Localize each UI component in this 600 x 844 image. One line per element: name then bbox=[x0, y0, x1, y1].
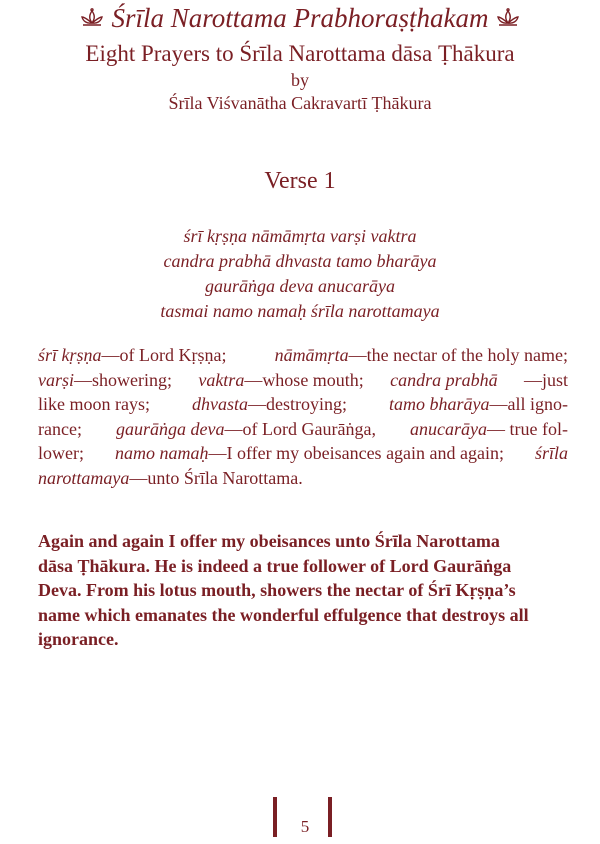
by-line: by bbox=[291, 70, 309, 90]
synonym-entry bbox=[38, 368, 172, 393]
synonym-entry bbox=[390, 368, 498, 393]
page-number: 5 bbox=[300, 817, 310, 836]
translation-line: name which emanates the wonderful effulgence that destroys all bbox=[38, 604, 529, 625]
page-number-bar-right bbox=[328, 797, 332, 837]
translation bbox=[38, 529, 568, 652]
synonym-meaning: —the nectar of the holy name; bbox=[348, 345, 568, 365]
synonym-meaning: rance; bbox=[38, 418, 82, 439]
synonym-meaning: —I offer my obeisances again and again; bbox=[208, 443, 505, 464]
translation-line: ignorance. bbox=[38, 629, 119, 650]
synonym-entry bbox=[275, 343, 568, 368]
synonyms-line bbox=[38, 441, 568, 466]
sanskrit-term: anucarāya bbox=[410, 418, 488, 439]
translation-line: Deva. From his lotus mouth, showers the nectar of Śrī Kṛṣṇa’s bbox=[38, 580, 516, 601]
verse-line: śrī kṛṣṇa nāmāmṛta varṣi vaktra bbox=[183, 226, 417, 246]
synonyms-line bbox=[38, 368, 568, 393]
synonym-meaning: —of Lord Kṛṣṇa; bbox=[101, 345, 227, 365]
synonyms-line bbox=[38, 343, 568, 368]
sanskrit-term: vaktra bbox=[198, 369, 245, 390]
synonyms-line bbox=[38, 417, 568, 442]
synonyms-line bbox=[38, 466, 568, 491]
verse-heading: Verse 1 bbox=[264, 168, 336, 194]
page-subtitle: Eight Prayers to Śrīla Narottama dāsa Ṭhākura bbox=[85, 41, 515, 66]
synonym-meaning: —whose mouth; bbox=[244, 369, 364, 390]
verse-line: gaurāṅga deva anucarāya bbox=[205, 276, 395, 296]
synonym-meaning: —all igno- bbox=[489, 394, 568, 415]
title-text: Śrīla Narottama Prabhoraṣṭhakam bbox=[111, 3, 489, 33]
synonym-meaning: lower; bbox=[38, 443, 84, 464]
sanskrit-term: narottamaya bbox=[38, 467, 130, 488]
author-name: Śrīla Viśvanātha Cakravartī Ṭhākura bbox=[168, 93, 432, 113]
sanskrit-term: nāmāmṛta bbox=[274, 345, 349, 365]
translation-line: dāsa Ṭhākura. He is indeed a true follower of Lord Gaurāṅga bbox=[38, 555, 512, 576]
synonyms-line bbox=[38, 392, 568, 417]
sanskrit-term: candra prabhā bbox=[390, 369, 498, 390]
sanskrit-term: dhvasta bbox=[191, 394, 248, 415]
synonym-entry bbox=[115, 441, 504, 466]
synonym-entry bbox=[198, 368, 363, 393]
synonym-entry bbox=[38, 466, 303, 491]
synonym-meaning: —of Lord Gaurāṅga, bbox=[224, 418, 376, 439]
word-for-word-synonyms bbox=[38, 343, 568, 491]
sanskrit-term: śrī kṛṣṇa bbox=[38, 345, 102, 365]
page-number-bar-left bbox=[273, 797, 277, 837]
synonym-entry bbox=[192, 392, 347, 417]
page-title bbox=[0, 2, 600, 34]
sanskrit-term: namo namaḥ bbox=[114, 443, 209, 464]
synonym-meaning: like moon rays; bbox=[38, 394, 150, 415]
lotus-icon bbox=[495, 8, 521, 28]
synonym-entry bbox=[389, 392, 568, 417]
sanskrit-term: tamo bharāya bbox=[388, 394, 490, 415]
sanskrit-term: varṣi bbox=[38, 369, 74, 390]
synonym-meaning: —just bbox=[523, 369, 568, 390]
verse-text bbox=[0, 224, 600, 324]
synonym-entry bbox=[410, 417, 568, 442]
synonym-entry bbox=[116, 417, 376, 442]
lotus-icon bbox=[79, 8, 105, 28]
synonym-meaning: —destroying; bbox=[247, 394, 347, 415]
synonym-meaning: — true fol- bbox=[487, 418, 568, 439]
synonym-meaning: —unto Śrīla Narottama. bbox=[129, 467, 303, 488]
verse-line: tasmai namo namaḥ śrīla narottamaya bbox=[160, 301, 440, 321]
synonym-meaning: —showering; bbox=[74, 369, 172, 390]
sanskrit-term: śrīla bbox=[534, 443, 568, 464]
synonym-entry bbox=[38, 343, 227, 368]
sanskrit-term: gaurāṅga deva bbox=[116, 418, 225, 439]
verse-line: candra prabhā dhvasta tamo bharāya bbox=[163, 251, 437, 271]
translation-line: Again and again I offer my obeisances unto Śrīla Narottama bbox=[38, 531, 500, 551]
